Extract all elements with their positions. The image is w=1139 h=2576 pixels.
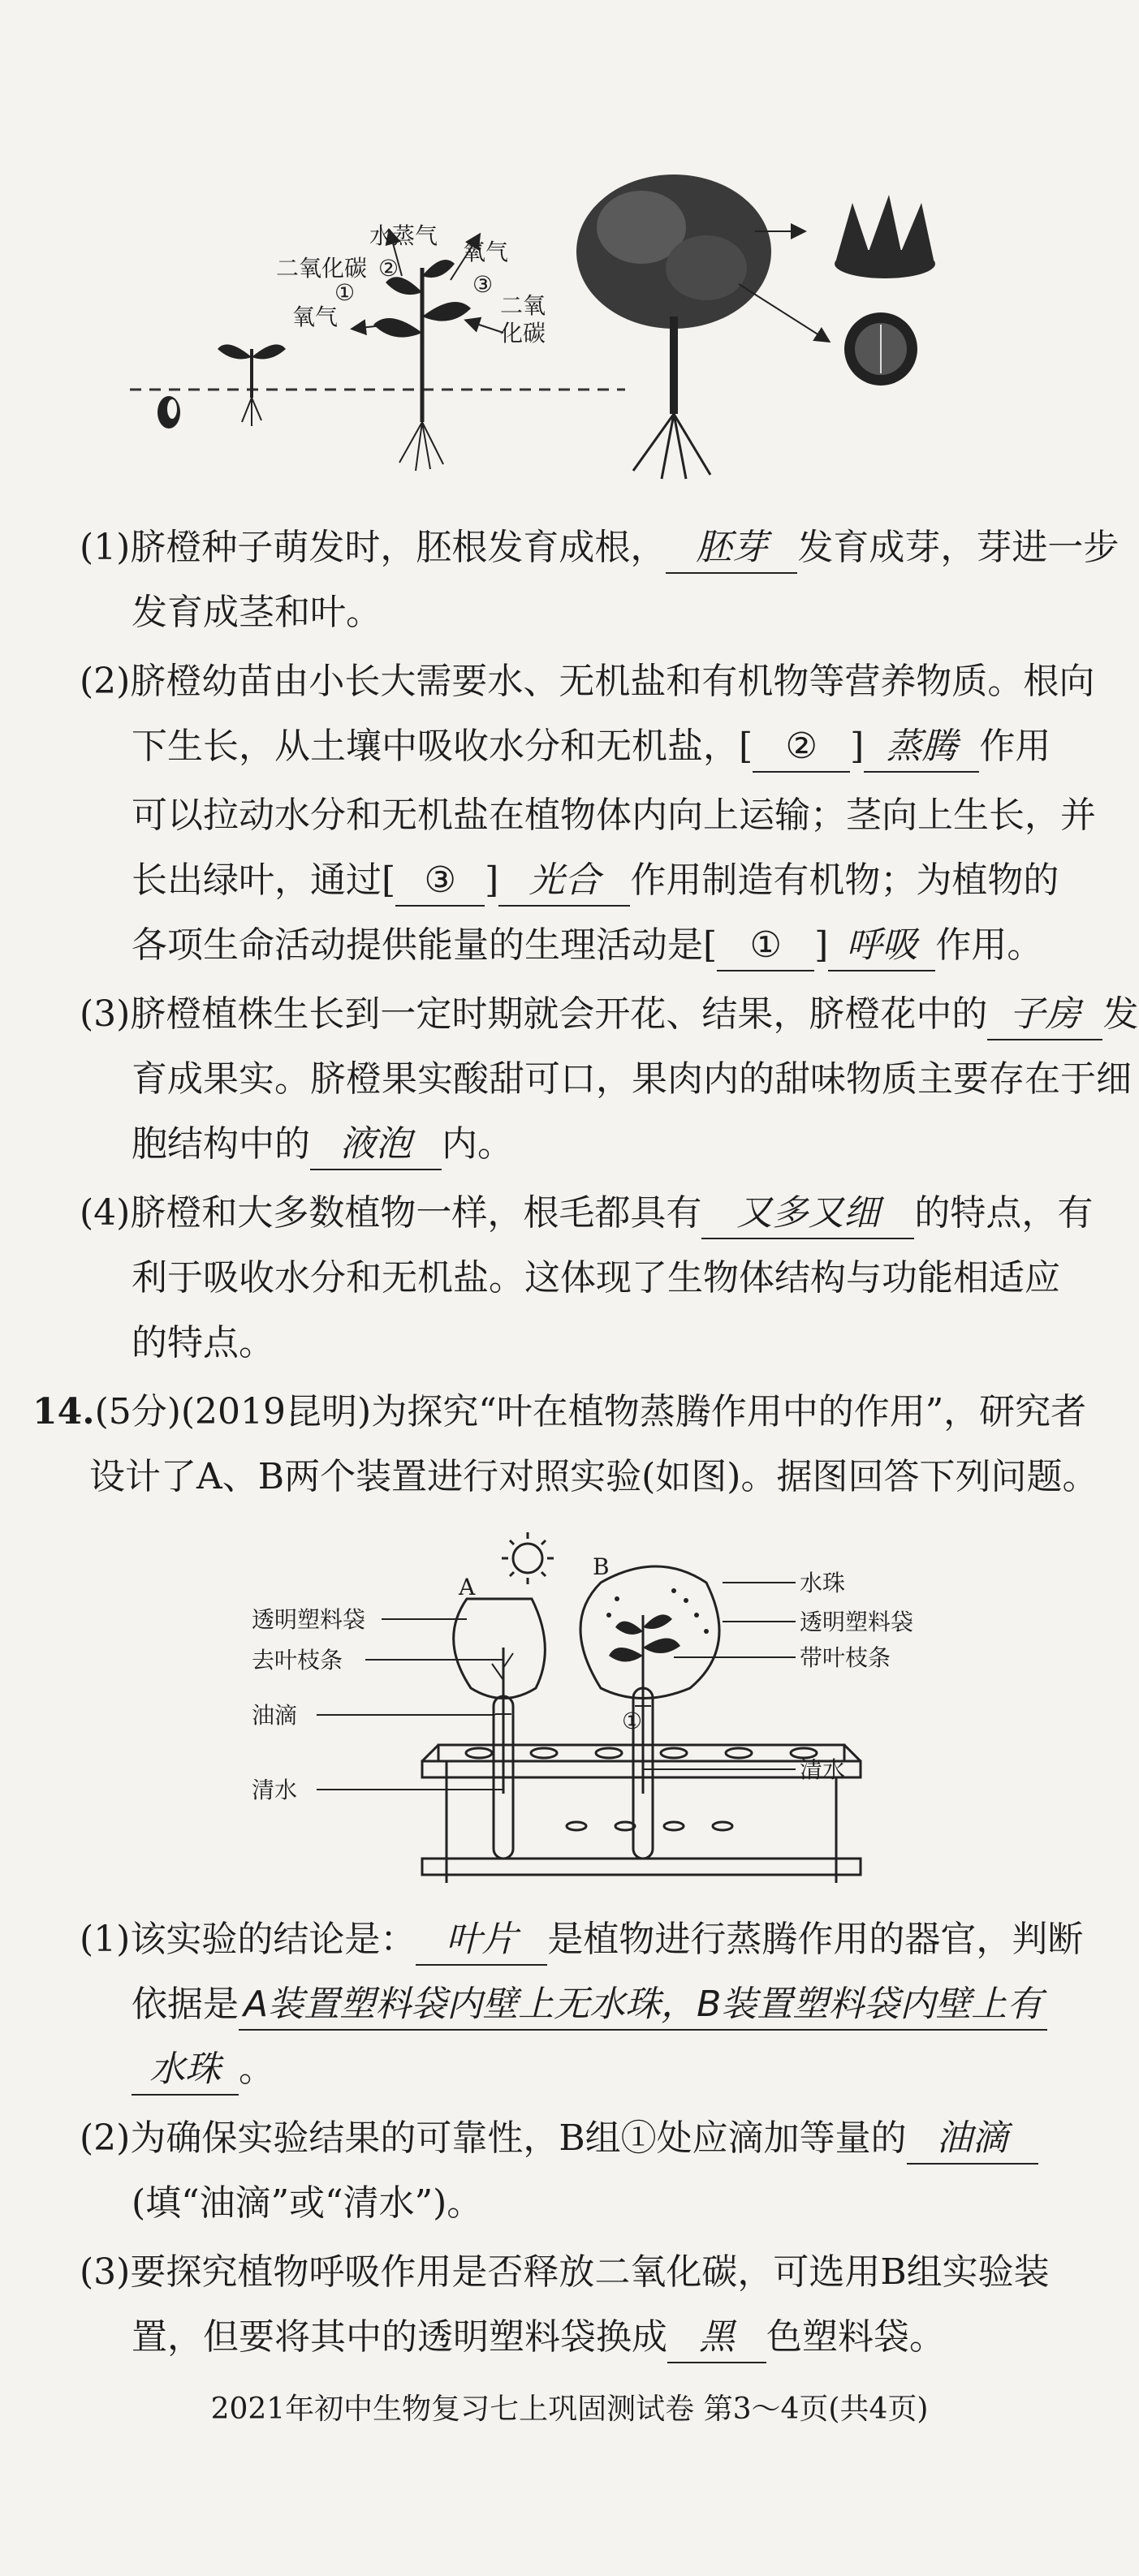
transpiration-experiment-figure xyxy=(235,1526,917,1899)
label-branch-leaf: 带叶枝条 xyxy=(800,1644,891,1671)
q13-part4-line1: (4)脐橙和大多数植物一样，根毛都具有 又多又细 的特点，有 xyxy=(0,1189,1139,1239)
label-a: A xyxy=(459,1574,476,1600)
label-water-left: 清水 xyxy=(252,1777,298,1803)
label-bag-right: 透明塑料袋 xyxy=(800,1609,914,1635)
q13-part2-line1: (2)脐橙幼苗由小长大需要水、无机盐和有机物等营养物质。根向 xyxy=(80,661,1095,702)
answer-blank: 水珠 xyxy=(132,2045,239,2096)
young-plant-drawing xyxy=(353,231,503,471)
answer-blank: A装置塑料袋内壁上无水珠，B装置塑料袋内壁上有 xyxy=(239,1980,1047,2031)
label-co2-right-1: 二氧 xyxy=(500,292,546,319)
label-branch-no-leaf: 去叶枝条 xyxy=(252,1647,343,1674)
question-number: 14. xyxy=(32,1391,95,1432)
label-co2-right-2: 化碳 xyxy=(500,320,546,347)
q14-part1-line2: 依据是 A装置塑料袋内壁上无水珠，B装置塑料袋内壁上有 xyxy=(0,1980,1139,2031)
answer-blank: ① xyxy=(717,921,814,971)
q14-part1-line1: (1)该实验的结论是： 叶片 是植物进行蒸腾作用的器官，判断 xyxy=(0,1915,1139,1966)
answer-blank: 液泡 xyxy=(310,1120,442,1170)
page-footer: 2021年初中生物复习七上巩固测试卷 第3～4页(共4页) xyxy=(210,2393,929,2426)
q13-part1-line1: (1)脐橙种子萌发时，胚根发育成根， 胚芽 发育成芽，芽进一步 xyxy=(0,523,1139,574)
answer-blank: 蒸腾 xyxy=(864,722,979,773)
label-oxygen-right: 氧气 xyxy=(463,239,509,265)
q13-part1-line2: 发育成茎和叶。 xyxy=(132,592,382,633)
q13-part2-line3: 可以拉动水分和无机盐在植物体内向上运输；茎向上生长，并 xyxy=(132,795,1096,836)
label-water-right: 清水 xyxy=(800,1756,846,1783)
answer-blank: ③ xyxy=(395,856,485,907)
answer-blank: 黑 xyxy=(667,2313,766,2363)
orange-tree-drawing xyxy=(576,174,828,479)
q14-intro-line1: 14.(5分)(2019昆明)为探究“叶在植物蒸腾作用中的作用”，研究者 xyxy=(32,1391,1087,1432)
orange-flower-drawing xyxy=(835,195,935,278)
test-tube-rack xyxy=(422,1745,861,1883)
q13-part2-line2: 下生长，从土壤中吸收水分和无机盐，[ ② ] 蒸腾 作用 xyxy=(0,722,1139,773)
label-circle-2: ② xyxy=(378,255,399,282)
label-oil-drop: 油滴 xyxy=(252,1702,298,1729)
q13-part2-line5: 各项生命活动提供能量的生理活动是[ ① ] 呼吸 作用。 xyxy=(0,921,1139,971)
q14-intro-line2: 设计了A、B两个装置进行对照实验(如图)。据图回答下列问题。 xyxy=(89,1456,1098,1497)
label-circle-1-b: ① xyxy=(622,1708,643,1734)
tube-a xyxy=(492,1648,513,1859)
answer-blank: 叶片 xyxy=(416,1915,547,1966)
answer-blank: ② xyxy=(753,722,850,773)
plant-growth-figure xyxy=(122,154,1015,495)
orange-fruit-drawing xyxy=(844,312,917,386)
answer-blank: 胚芽 xyxy=(666,523,797,574)
q14-part3-line2: 置，但要将其中的透明塑料袋换成 黑 色塑料袋。 xyxy=(0,2313,1139,2363)
q13-part3-line1: (3)脐橙植株生长到一定时期就会开花、结果，脐橙花中的 子房 发 xyxy=(0,990,1139,1040)
answer-blank: 呼吸 xyxy=(828,921,935,971)
label-circle-3: ③ xyxy=(472,271,494,298)
seedling-drawing xyxy=(218,344,286,426)
label-oxygen-left: 氧气 xyxy=(292,304,339,330)
q13-part4-line3: 的特点。 xyxy=(132,1322,274,1363)
q14-part1-line3: 水珠 。 xyxy=(0,2045,1139,2096)
label-circle-1: ① xyxy=(334,279,356,306)
q14-part2-line2: (填“油滴”或“清水”)。 xyxy=(132,2182,483,2224)
bag-a xyxy=(454,1599,546,1699)
q13-part3-line3: 胞结构中的 液泡 内。 xyxy=(0,1120,1139,1170)
answer-blank: 光合 xyxy=(498,856,630,907)
q13-part3-line2: 育成果实。脐橙果实酸甜可口，果肉内的甜味物质主要存在于细 xyxy=(132,1058,1132,1100)
q14-part3-line1: (3)要探究植物呼吸作用是否释放二氧化碳，可选用B组实验装 xyxy=(80,2251,1050,2293)
bag-b xyxy=(580,1566,719,1699)
label-co2-left: 二氧化碳 xyxy=(276,255,368,282)
answer-blank: 子房 xyxy=(987,990,1102,1040)
label-b: B xyxy=(593,1553,610,1580)
q13-part4-line2: 利于吸收水分和无机盐。这体现了生物体结构与功能相适应 xyxy=(132,1257,1060,1299)
label-water-vapor: 水蒸气 xyxy=(369,222,438,249)
label-water-bead: 水珠 xyxy=(800,1570,846,1596)
answer-blank: 油滴 xyxy=(907,2114,1038,2165)
sun-icon xyxy=(502,1532,554,1584)
q13-part2-line4: 长出绿叶，通过[ ③ ] 光合 作用制造有机物；为植物的 xyxy=(0,856,1139,907)
label-bag-left: 透明塑料袋 xyxy=(252,1606,366,1633)
q14-part2-line1: (2)为确保实验结果的可靠性，B组①处应滴加等量的 油滴 xyxy=(0,2114,1139,2165)
answer-blank: 又多又细 xyxy=(701,1189,914,1239)
